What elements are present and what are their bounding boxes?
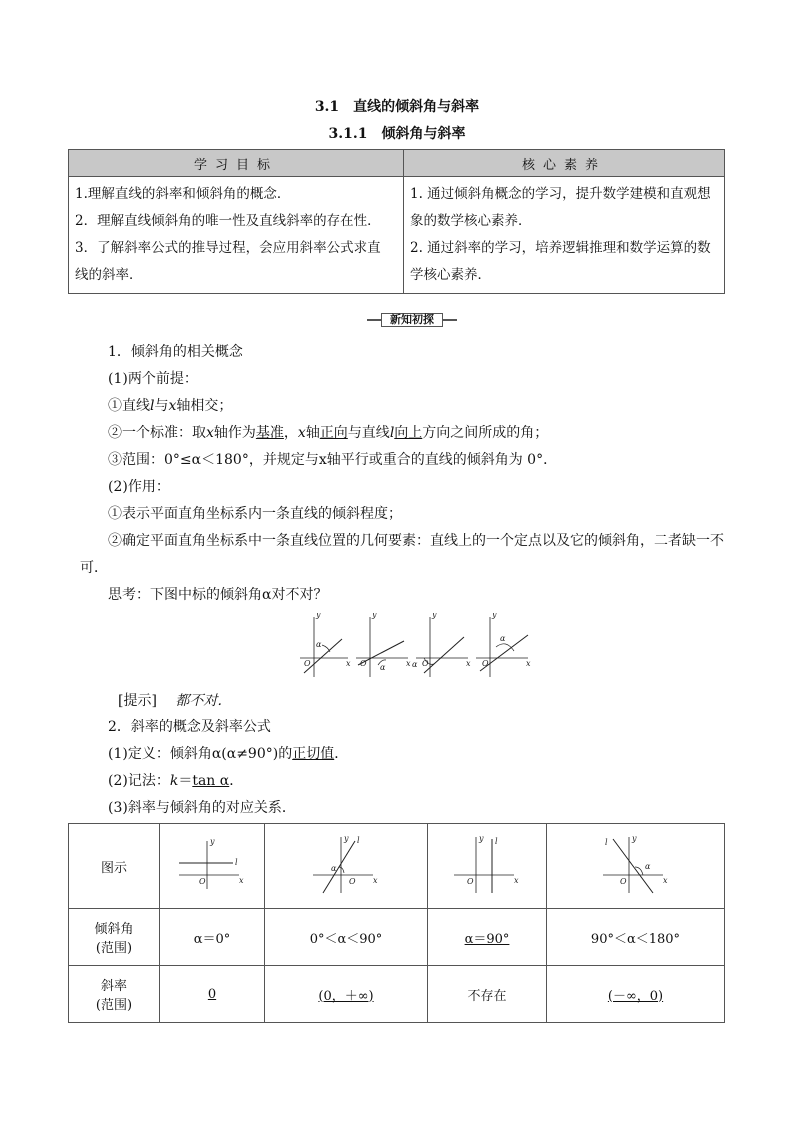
line-label: l (604, 838, 608, 847)
axis-x-label: x (373, 876, 378, 885)
axis-y-label: y (372, 613, 377, 619)
row-label-angle-a: 倾斜角 (94, 922, 134, 937)
angle-cell: 90°＜α＜180° (547, 909, 725, 966)
goals-col2-line: 学核心素养． (410, 267, 491, 283)
think-diagrams (296, 613, 536, 679)
diagram-vertical (452, 833, 522, 895)
slope-cell: 不存在 (428, 966, 547, 1023)
alpha-label: α (380, 663, 386, 672)
para-function-1: ①表示平面直角坐标系内一条直线的倾斜程度； (108, 506, 402, 522)
goals-col1-line: 2．理解直线倾斜角的唯一性及直线斜率的存在性． (75, 213, 381, 229)
goals-col2-line: 1. 通过倾斜角概念的学习，提升数学建模和直观想 (410, 186, 711, 202)
think-diagram-4 (476, 613, 531, 677)
alpha-label: α (316, 640, 322, 649)
section-badge-label: 新知初探 (381, 313, 443, 327)
think-question: 思考：下图中标的倾斜角α对不对？ (108, 587, 328, 603)
row-label-slope-b: (范围) (95, 998, 133, 1013)
angle-cell: α＝90° (428, 909, 547, 966)
slope-cell: 0 (160, 966, 265, 1023)
diagram-cell (160, 824, 265, 909)
think-diagram-2 (356, 613, 411, 677)
para-premise-1: ①直线l与x轴相交； (108, 398, 233, 414)
diagram-cell (428, 824, 547, 909)
para-notation: (2)记法：k＝tan α． (108, 773, 244, 789)
goals-col1-line: 线的斜率． (75, 267, 143, 283)
axis-y-label: y (210, 837, 215, 846)
goals-col1-cell (69, 177, 404, 294)
row-label-slope (69, 966, 160, 1023)
axis-x-label: x (514, 876, 519, 885)
goals-header-col2: 核心素养 (404, 150, 725, 177)
alpha-label: α (644, 862, 650, 871)
axis-x-label: x (239, 876, 244, 885)
axis-y-label: y (344, 834, 349, 843)
section1-heading: 1．倾斜角的相关概念 (108, 344, 243, 360)
page-title: 3.1 直线的倾斜角与斜率 (314, 99, 480, 115)
page-subtitle: 3.1.1 倾斜角与斜率 (328, 126, 466, 142)
origin-label: O (422, 659, 429, 668)
angle-cell: α＝0° (160, 909, 265, 966)
axis-x-label: x (406, 659, 411, 668)
origin-label: O (199, 877, 206, 886)
line-label: l (235, 858, 238, 867)
alpha-label: α (412, 660, 418, 669)
hint-text: 都不对． (175, 693, 232, 709)
axis-y-label: y (432, 613, 437, 619)
para-function: (2)作用： (108, 479, 170, 495)
row-label-angle-b: (范围) (95, 941, 133, 956)
para-standard: ②一个标准：取x轴作为基准，x轴正向与直线l向上方向之间所成的角； (108, 425, 549, 441)
origin-label: O (304, 659, 311, 668)
think-diagram-3 (412, 613, 471, 677)
axis-x-label: x (662, 876, 668, 885)
para-definition: (1)定义：倾斜角α(α≠90°)的正切值． (108, 746, 349, 762)
axis-x-label: x (346, 659, 351, 668)
diagram-horizontal (177, 837, 247, 891)
origin-label: O (360, 659, 367, 668)
diagram-cell (547, 824, 725, 909)
para-function-2-cont: 可． (80, 560, 108, 576)
para-relation: (3)斜率与倾斜角的对应关系． (108, 800, 296, 816)
hint-label: [提示] (118, 693, 157, 709)
axis-y-label: y (479, 834, 484, 843)
para-premises: (1)两个前提： (108, 371, 198, 387)
line-label: l (357, 836, 360, 845)
origin-label: O (467, 877, 474, 886)
diagram-cell (265, 824, 428, 909)
diagram-obtuse (601, 833, 671, 895)
hint-line (118, 690, 231, 710)
goals-header-col1: 学习目标 (69, 150, 404, 177)
para-function-2: ②确定平面直角坐标系中一条直线位置的几何要素：直线上的一个定点以及它的倾斜角，二者缺一不 (108, 533, 724, 549)
relation-table (68, 823, 725, 1023)
line-label: l (495, 837, 498, 846)
row-label-diagram: 图示 (69, 824, 160, 909)
origin-label: O (349, 877, 356, 886)
axis-y-label: y (631, 834, 637, 843)
alpha-label: α (331, 864, 337, 873)
slope-cell: (0，＋∞) (265, 966, 428, 1023)
axis-x-label: x (466, 659, 471, 668)
diagram-acute (311, 833, 381, 895)
goals-col2-line: 象的数学核心素养． (410, 213, 532, 229)
goals-col2-line: 2. 通过斜率的学习，培养逻辑推理和数学运算的数 (410, 240, 711, 256)
row-label-angle (69, 909, 160, 966)
row-label-slope-a: 斜率 (100, 979, 127, 994)
angle-cell: 0°＜α＜90° (265, 909, 428, 966)
goals-table (68, 149, 725, 294)
goals-col2-cell (404, 177, 725, 294)
axis-y-label: y (316, 613, 321, 619)
axis-y-label: y (492, 613, 497, 619)
goals-col1-line: 1.理解直线的斜率和倾斜角的概念． (75, 186, 291, 202)
think-diagram-1 (300, 613, 351, 677)
origin-label: O (482, 659, 489, 668)
origin-label: O (619, 877, 627, 886)
axis-x-label: x (526, 659, 531, 668)
para-range: ③范围：0°≤α＜180°，并规定与x轴平行或重合的直线的倾斜角为 0°． (108, 452, 558, 468)
alpha-label: α (500, 634, 506, 643)
section2-heading: 2．斜率的概念及斜率公式 (108, 719, 271, 735)
slope-cell: (－∞，0) (547, 966, 725, 1023)
section-badge (367, 313, 457, 327)
goals-col1-line: 3．了解斜率公式的推导过程，会应用斜率公式求直 (75, 240, 381, 256)
